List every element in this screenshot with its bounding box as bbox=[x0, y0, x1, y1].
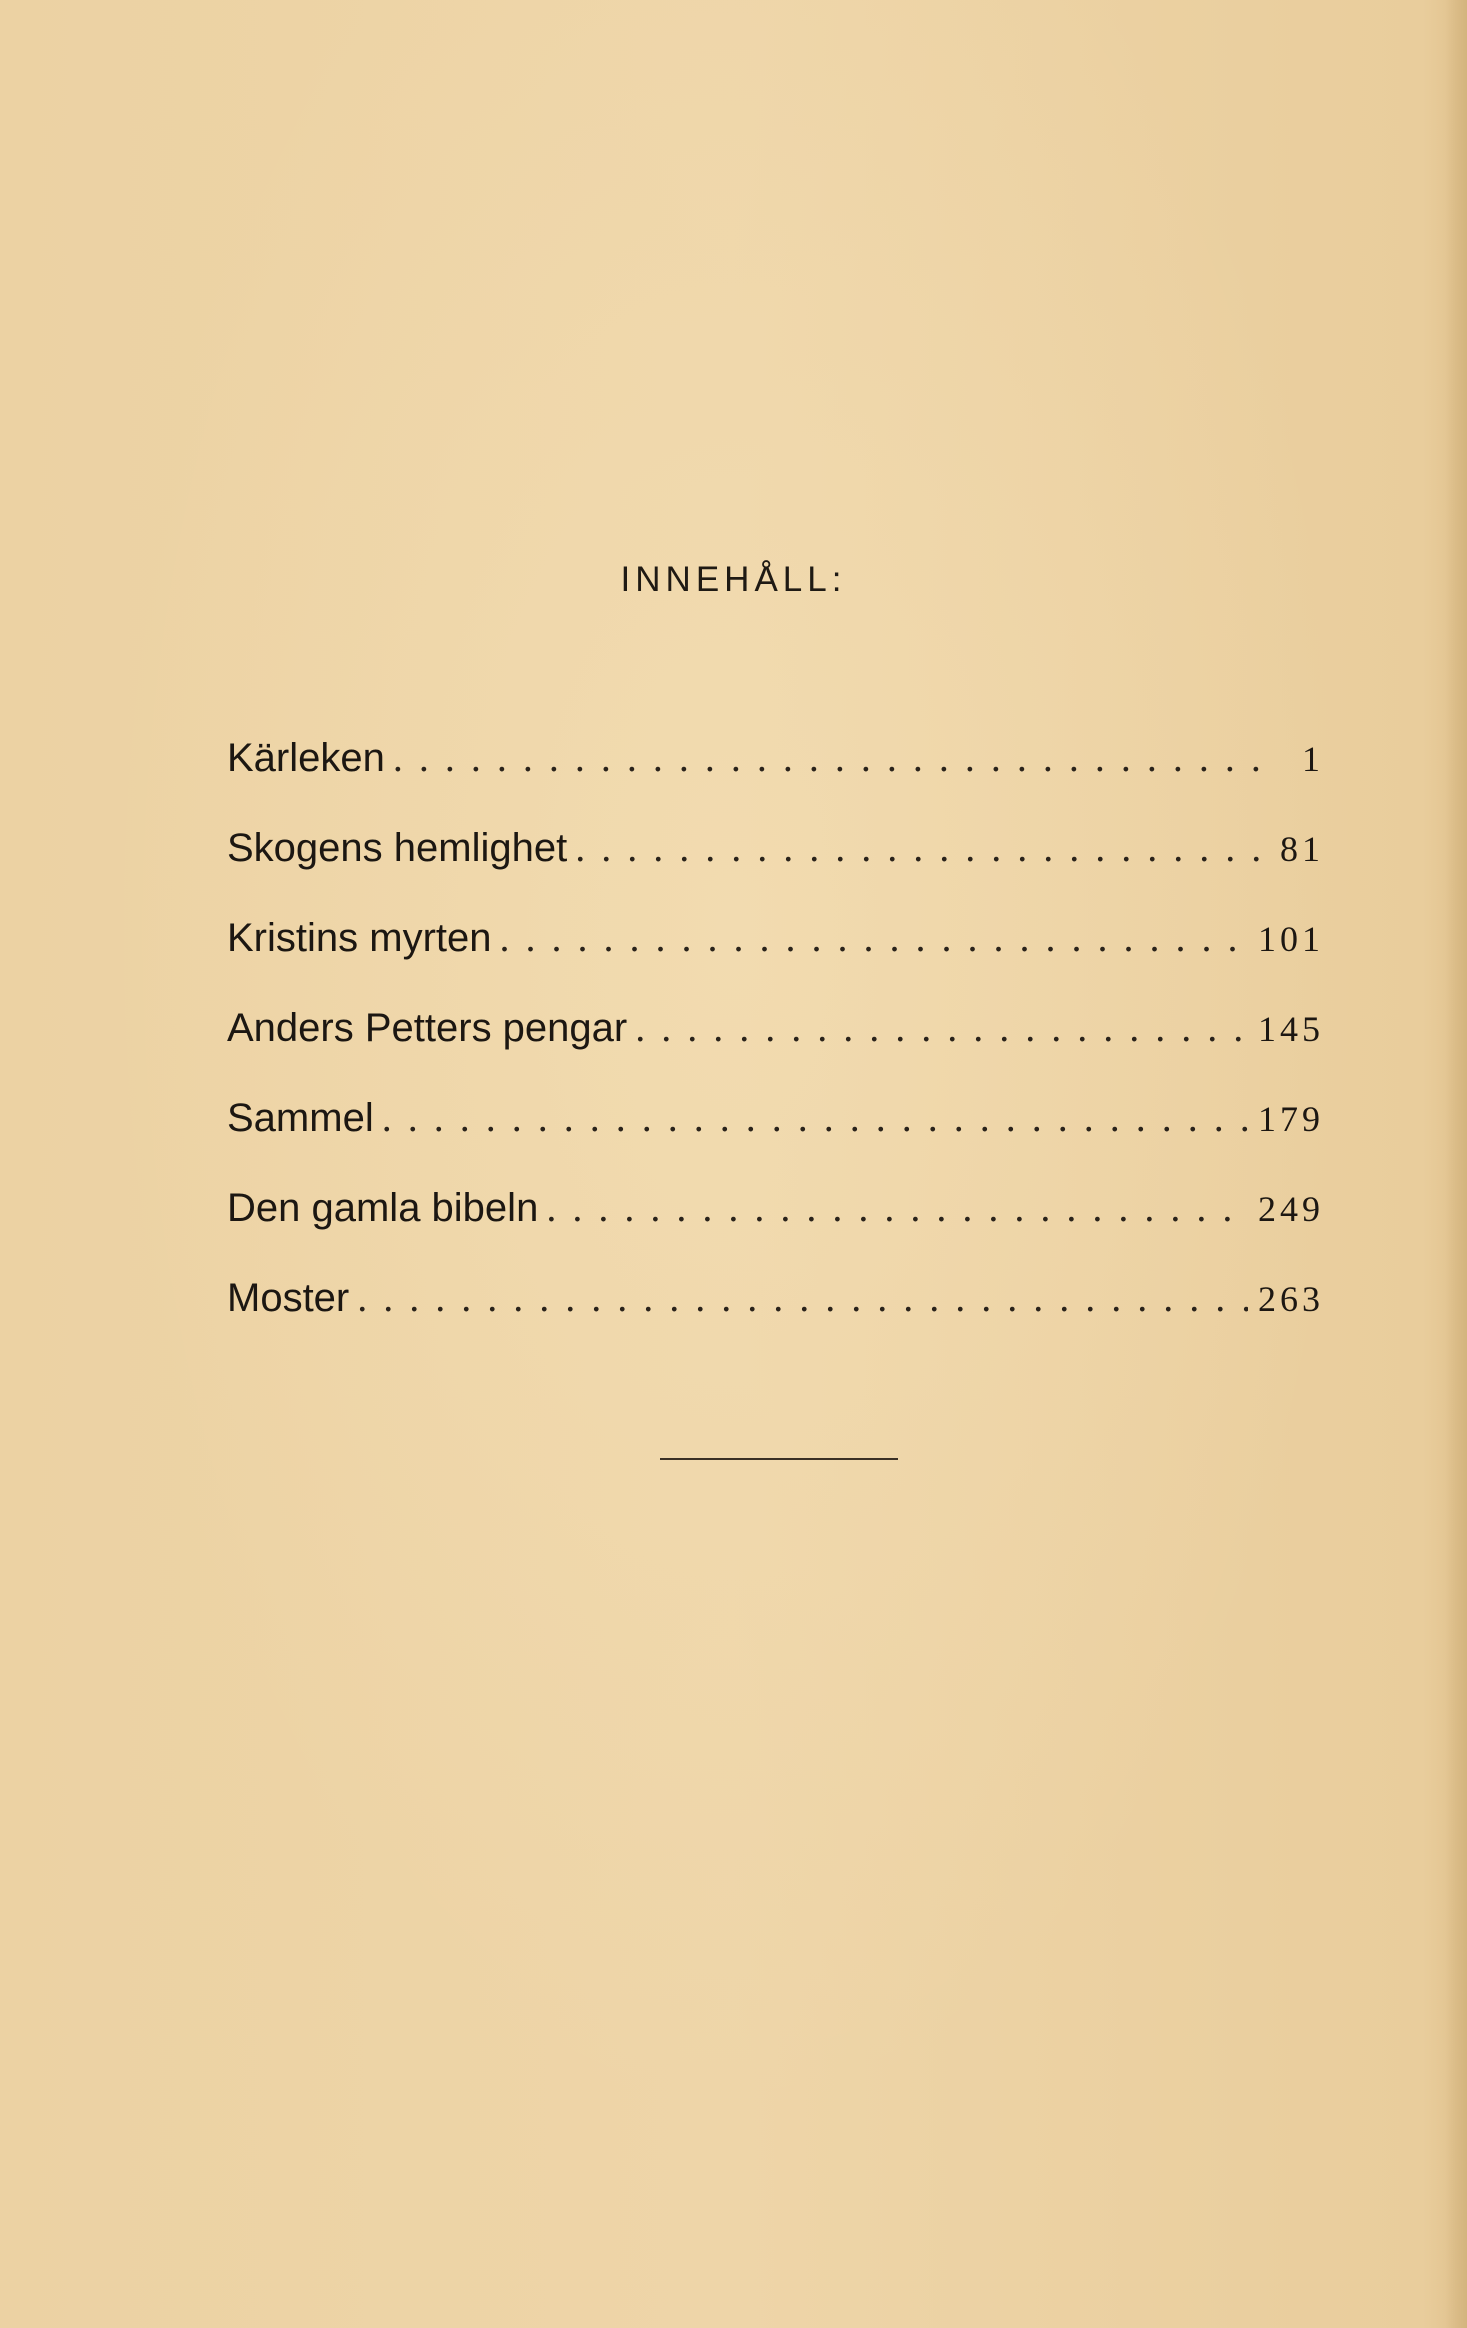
toc-entry-title: Anders Petters pengar bbox=[227, 1006, 628, 1050]
toc-leader-dots bbox=[575, 824, 1270, 871]
toc-entry-title: Sammel bbox=[227, 1096, 374, 1140]
table-of-contents bbox=[227, 734, 1324, 1364]
toc-entry bbox=[227, 824, 1324, 914]
toc-entry-page: 249 bbox=[1258, 1189, 1324, 1229]
toc-entry-page: 145 bbox=[1258, 1009, 1324, 1049]
toc-entry-page: 179 bbox=[1258, 1099, 1324, 1139]
toc-entry bbox=[227, 914, 1324, 1004]
toc-leader-dots bbox=[393, 734, 1274, 781]
toc-entry-page: 81 bbox=[1280, 829, 1324, 869]
toc-entry-title: Moster bbox=[227, 1276, 350, 1320]
toc-entry bbox=[227, 1094, 1324, 1184]
toc-entry bbox=[227, 1184, 1324, 1274]
toc-entry bbox=[227, 734, 1324, 824]
toc-leader-dots bbox=[500, 914, 1249, 961]
page-edge-shadow bbox=[1445, 0, 1467, 2328]
toc-leader-dots bbox=[635, 1004, 1248, 1051]
contents-heading: INNEHÅLL: bbox=[620, 560, 847, 599]
toc-entry-page: 1 bbox=[1302, 739, 1324, 779]
closing-rule bbox=[660, 1458, 898, 1460]
toc-leader-dots bbox=[357, 1274, 1248, 1321]
toc-entry-page: 101 bbox=[1258, 919, 1324, 959]
toc-leader-dots bbox=[382, 1094, 1248, 1141]
toc-entry-title: Kärleken bbox=[227, 736, 385, 780]
toc-entry-page: 263 bbox=[1258, 1279, 1324, 1319]
toc-entry-title: Kristins myrten bbox=[227, 916, 492, 960]
toc-entry bbox=[227, 1274, 1324, 1364]
toc-entry-title: Skogens hemlighet bbox=[227, 826, 568, 870]
toc-entry bbox=[227, 1004, 1324, 1094]
toc-entry-title: Den gamla bibeln bbox=[227, 1186, 539, 1230]
toc-leader-dots bbox=[546, 1184, 1248, 1231]
